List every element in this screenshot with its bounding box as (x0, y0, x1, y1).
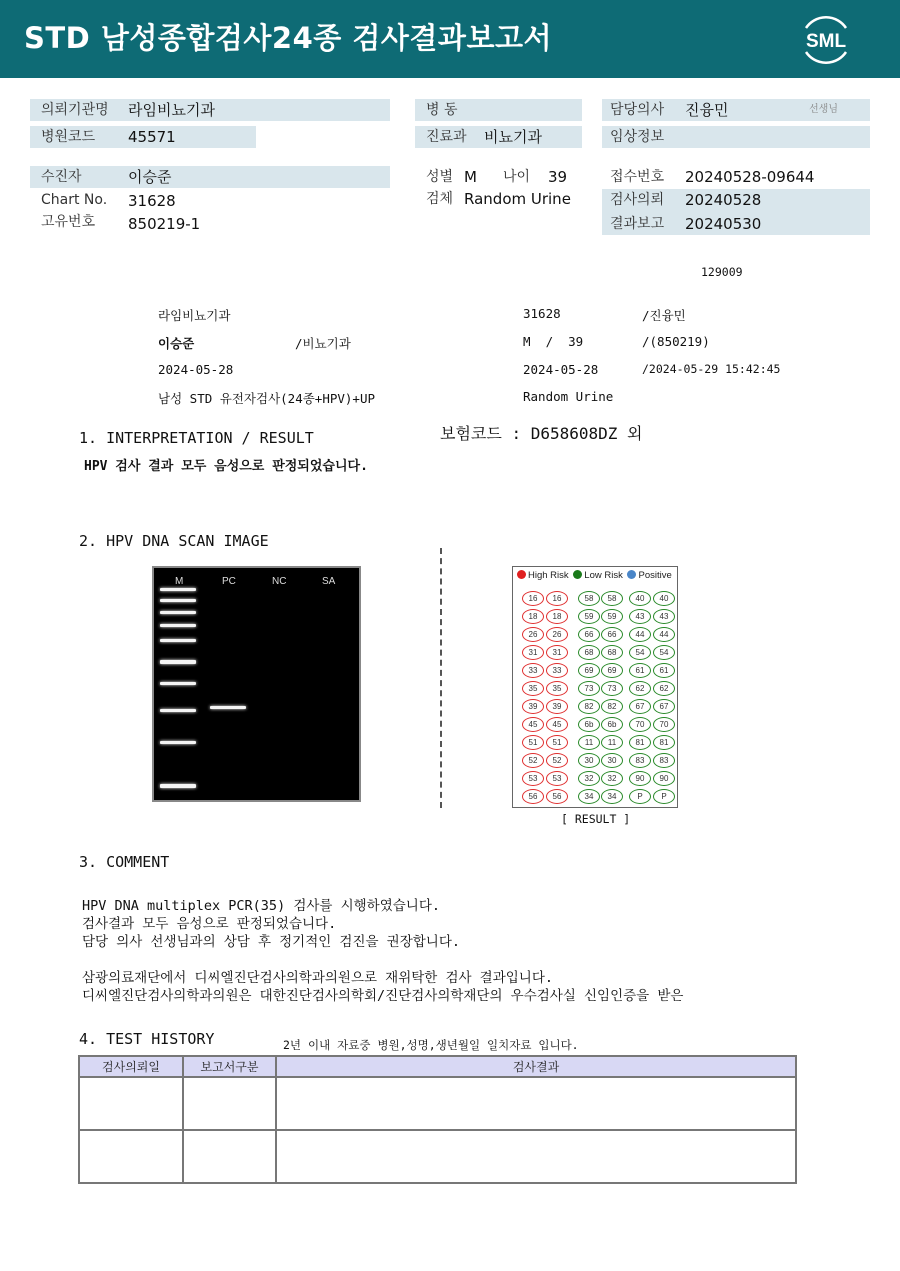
department-value: 비뇨기과 (484, 128, 542, 146)
hpv-type-cell: 52 (546, 753, 568, 768)
hpv-type-cell: 67 (653, 699, 675, 714)
section4-title: 4. TEST HISTORY (79, 1030, 215, 1048)
block-date: 2024-05-28 (158, 362, 234, 377)
positive-dot-icon (627, 570, 636, 579)
hpv-type-cell: 61 (629, 663, 651, 678)
block-institution: 라임비뇨기과 (158, 308, 231, 323)
legend-high-risk: High Risk (528, 570, 569, 581)
hpv-type-cell: 39 (546, 699, 568, 714)
specimen-label: 검체 (426, 191, 454, 207)
hpv-type-cell: 11 (601, 735, 623, 750)
hpv-type-cell: 45 (546, 717, 568, 732)
col-result: 검사결과 (276, 1056, 796, 1077)
hpv-type-cell: 43 (629, 609, 651, 624)
report-title: STD 남성종합검사24종 검사결과보고서 (24, 21, 552, 55)
block-receipt-date: 2024-05-28 (523, 362, 599, 377)
hpv-type-cell: 59 (601, 609, 623, 624)
hpv-type-cell: 35 (546, 681, 568, 696)
table-row (79, 1077, 796, 1130)
hpv-type-cell: 83 (653, 753, 675, 768)
hpv-type-cell: 68 (578, 645, 600, 660)
hpv-type-cell: 83 (629, 753, 651, 768)
hpv-type-cell: 18 (522, 609, 544, 624)
hpv-type-cell: 53 (522, 771, 544, 786)
table-header-row (79, 1056, 796, 1077)
doctor-label: 담당의사 (610, 102, 665, 118)
hpv-type-cell: 26 (546, 627, 568, 642)
request-value: 20240528 (685, 191, 762, 209)
table-cell (276, 1077, 796, 1130)
hospital-code-label: 병원코드 (41, 129, 96, 145)
table-row (79, 1130, 796, 1183)
section1-title: 1. INTERPRETATION / RESULT (79, 429, 314, 447)
col-request-date: 검사의뢰일 (79, 1056, 183, 1077)
sml-logo (796, 12, 856, 66)
lane-label-sa: SA (322, 576, 336, 587)
hpv-type-cell: 30 (601, 753, 623, 768)
comment-line-5: 디씨엘진단검사의학과의원은 대한진단검사의학회/진단검사의학재단의 우수검사실 신임인증을 받은 (82, 988, 684, 1004)
hpv-type-cell: 30 (578, 753, 600, 768)
hpv-type-cell: 6b (601, 717, 623, 732)
hpv-type-cell: 62 (629, 681, 651, 696)
lane-label-m: M (175, 576, 184, 587)
age-value: 39 (548, 168, 568, 186)
hpv-type-cell: 59 (578, 609, 600, 624)
hpv-type-cell: 73 (601, 681, 623, 696)
block-doctor: /진융민 (642, 308, 686, 323)
hpv-type-cell: 70 (653, 717, 675, 732)
institution-value: 라임비뇨기과 (128, 101, 215, 119)
hpv-type-cell: 52 (522, 753, 544, 768)
hpv-type-cell: 32 (578, 771, 600, 786)
hpv-type-cell: 44 (629, 627, 651, 642)
table-cell (183, 1077, 276, 1130)
hpv-type-cell: 11 (578, 735, 600, 750)
patient-value: 이승준 (128, 168, 172, 186)
specimen-value: Random Urine (464, 190, 571, 208)
chart-label: Chart No. (41, 192, 108, 208)
marker-band (160, 588, 196, 591)
hpv-type-cell: 90 (629, 771, 651, 786)
hpv-type-cell: 39 (522, 699, 544, 714)
hpv-type-cell: P (653, 789, 675, 804)
hpv-type-cell: 18 (546, 609, 568, 624)
table-cell (79, 1077, 183, 1130)
lane-label-pc: PC (222, 576, 236, 587)
hpv-type-cell: 45 (522, 717, 544, 732)
hpv-type-cell: 81 (653, 735, 675, 750)
block-report-time: /2024-05-29 15:42:45 (642, 362, 781, 376)
panel-legend (517, 570, 672, 581)
block-patient: 이승준 (158, 336, 195, 351)
hpv-type-cell: 67 (629, 699, 651, 714)
hpv-type-cell: 54 (653, 645, 675, 660)
hpv-type-cell: 61 (653, 663, 675, 678)
hpv-type-cell: 69 (601, 663, 623, 678)
table-cell (183, 1130, 276, 1183)
sex-value: M (464, 168, 477, 186)
report-label: 결과보고 (610, 216, 665, 232)
table-cell (276, 1130, 796, 1183)
lane-label-nc: NC (272, 576, 287, 587)
comment-line-3: 담당 의사 선생님과의 상담 후 정기적인 검진을 권장합니다. (82, 934, 461, 950)
divider-dashed (440, 548, 442, 808)
test-history-table (78, 1055, 797, 1184)
receipt-value: 20240528-09644 (685, 168, 815, 186)
hpv-type-cell: 66 (601, 627, 623, 642)
hpv-type-cell: 58 (601, 591, 623, 606)
hpv-type-cell: 6b (578, 717, 600, 732)
hpv-type-cell: 54 (629, 645, 651, 660)
hpv-type-cell: 82 (601, 699, 623, 714)
hpv-type-cell: 68 (601, 645, 623, 660)
hpv-type-cell: 51 (546, 735, 568, 750)
hpv-type-cell: 16 (522, 591, 544, 606)
panel-caption: [ RESULT ] (561, 812, 631, 826)
id-label: 고유번호 (41, 214, 96, 230)
hpv-type-cell: 90 (653, 771, 675, 786)
marker-band (160, 741, 196, 744)
pc-band (210, 706, 246, 709)
doctor-value: 진융민 (685, 101, 729, 119)
report-value: 20240530 (685, 215, 762, 233)
marker-band (160, 624, 196, 627)
section1-text: HPV 검사 결과 모두 음성으로 판정되었습니다. (84, 459, 368, 474)
hpv-type-cell: 82 (578, 699, 600, 714)
block-sex-age: M / 39 (523, 334, 584, 349)
section3-title: 3. COMMENT (79, 853, 170, 871)
hpv-type-cell: 69 (578, 663, 600, 678)
hpv-type-cell: 58 (578, 591, 600, 606)
hpv-type-cell: 53 (546, 771, 568, 786)
ward-label: 병 동 (426, 102, 458, 118)
hpv-type-cell: 34 (601, 789, 623, 804)
hpv-type-cell: 73 (578, 681, 600, 696)
department-label: 진료과 (426, 129, 467, 145)
marker-band (160, 639, 196, 642)
legend-low-risk: Low Risk (584, 570, 623, 581)
hpv-type-cell: 51 (522, 735, 544, 750)
insurance-code: 보험코드 : D658608DZ 외 (440, 424, 643, 443)
block-test-name: 남성 STD 유전자검사(24종+HPV)+UP (158, 391, 376, 406)
hpv-type-cell: 34 (578, 789, 600, 804)
hpv-type-cell: 26 (522, 627, 544, 642)
hpv-type-cell: 31 (522, 645, 544, 660)
hpv-type-cell: 43 (653, 609, 675, 624)
institution-label: 의뢰기관명 (41, 102, 109, 118)
hospital-code-value: 45571 (128, 128, 176, 146)
marker-band (160, 599, 196, 602)
marker-band (160, 660, 196, 664)
hpv-type-cell: 33 (522, 663, 544, 678)
section2-title: 2. HPV DNA SCAN IMAGE (79, 532, 269, 550)
chart-value: 31628 (128, 192, 176, 210)
hpv-type-cell: 35 (522, 681, 544, 696)
low-risk-dot-icon (573, 570, 582, 579)
comment-line-4: 삼광의료재단에서 디씨엘진단검사의학과의원으로 재위탁한 검사 결과입니다. (82, 970, 553, 986)
block-chart: 31628 (523, 306, 561, 321)
marker-band (160, 709, 196, 712)
receipt-label: 접수번호 (610, 169, 665, 185)
request-label: 검사의뢰 (610, 192, 665, 208)
block-department: /비뇨기과 (295, 336, 351, 351)
marker-band (160, 784, 196, 788)
hpv-type-cell: 44 (653, 627, 675, 642)
result-panel (512, 566, 678, 808)
hpv-type-cell: 32 (601, 771, 623, 786)
id-value: 850219-1 (128, 215, 201, 233)
patient-label: 수진자 (41, 169, 82, 185)
clinical-label: 임상정보 (610, 129, 665, 145)
marker-band (160, 611, 196, 614)
comment-line-1: HPV DNA multiplex PCR(35) 검사를 시행하였습니다. (82, 898, 440, 914)
hpv-type-cell: 31 (546, 645, 568, 660)
sex-label: 성별 (426, 169, 454, 185)
col-report-type: 보고서구분 (183, 1056, 276, 1077)
section4-note: 2년 이내 자료중 병원,성명,생년월일 일치자료 입니다. (283, 1038, 579, 1052)
hpv-type-cell: 33 (546, 663, 568, 678)
hpv-type-cell: 70 (629, 717, 651, 732)
hpv-type-cell: 66 (578, 627, 600, 642)
table-cell (79, 1130, 183, 1183)
hpv-type-cell: 81 (629, 735, 651, 750)
comment-line-2: 검사결과 모두 음성으로 판정되었습니다. (82, 916, 337, 932)
hpv-type-cell: 56 (546, 789, 568, 804)
hpv-type-cell: 62 (653, 681, 675, 696)
legend-positive: Positive (638, 570, 672, 581)
high-risk-dot-icon (517, 570, 526, 579)
block-birth: /(850219) (642, 334, 710, 349)
gel-image (152, 566, 361, 802)
doctor-suffix: 선생님 (809, 104, 838, 115)
marker-band (160, 682, 196, 685)
code-number: 129009 (701, 265, 743, 279)
age-label: 나이 (503, 169, 531, 185)
patient-bar (30, 166, 390, 188)
hpv-type-cell: P (629, 789, 651, 804)
hpv-type-cell: 56 (522, 789, 544, 804)
hpv-type-cell: 40 (629, 591, 651, 606)
logo-text: SML (805, 31, 847, 52)
block-specimen: Random Urine (523, 389, 614, 404)
hpv-type-cell: 40 (653, 591, 675, 606)
hpv-type-cell: 16 (546, 591, 568, 606)
